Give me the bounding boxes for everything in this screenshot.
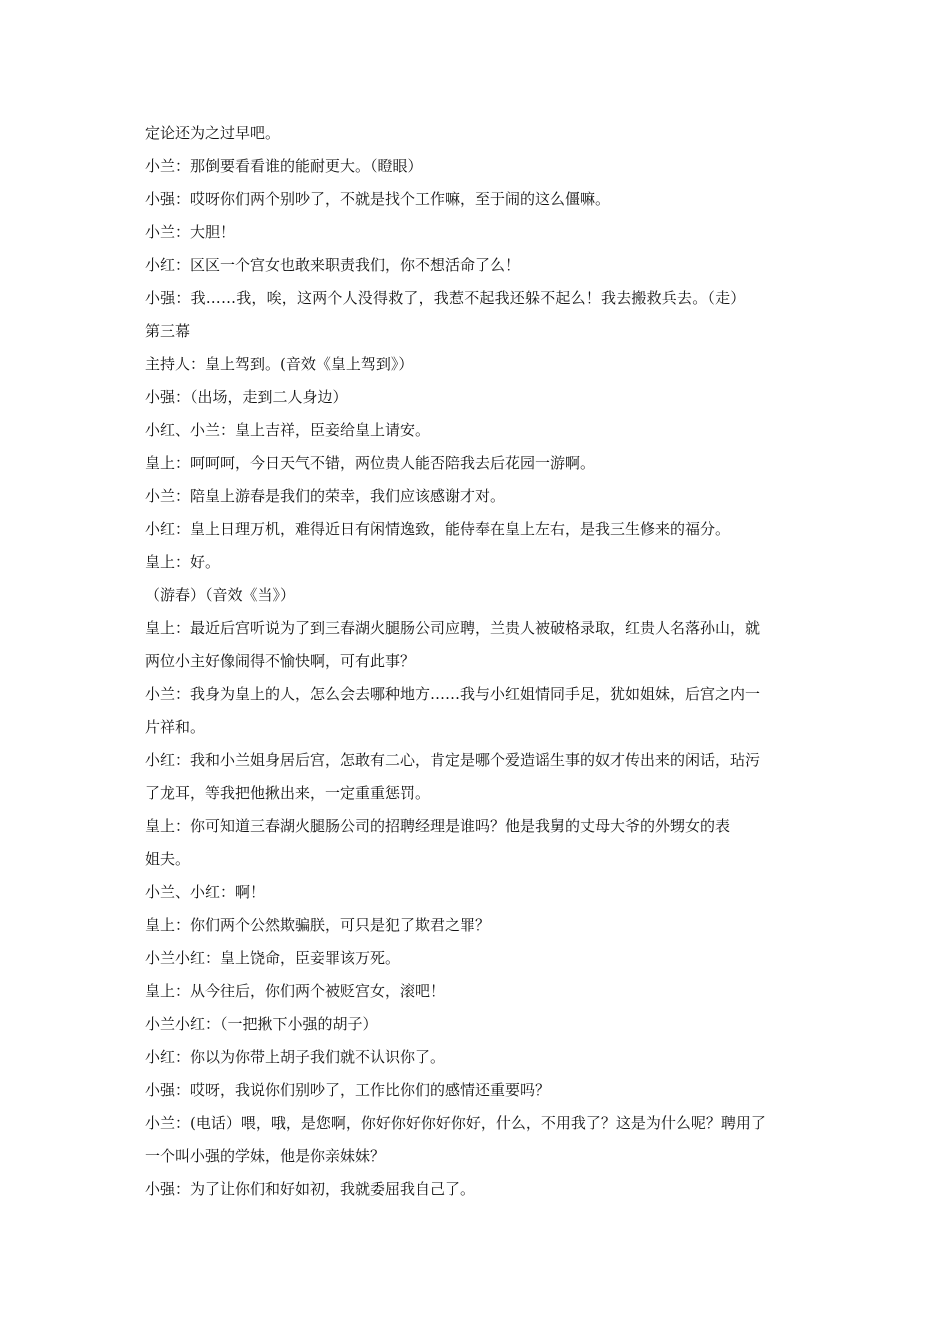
text-line: 小兰：(电话）喂，哦，是您啊，你好你好你好你好，什么，不用我了？这是为什么呢？聘用了: [145, 1114, 766, 1132]
text-line: 小红：我和小兰姐身居后宫，怎敢有二心，肯定是哪个爱造谣生事的奴才传出来的闲话，玷污: [145, 751, 761, 769]
text-line: 小强：为了让你们和好如初，我就委屈我自己了。: [145, 1180, 476, 1198]
text-line: 主持人：皇上驾到。(音效《皇上驾到》）: [145, 355, 414, 373]
script-text: [145, 117, 813, 1206]
text-line: 姐夫。: [145, 850, 191, 868]
text-line: 小兰：我身为皇上的人，怎么会去哪种地方……我与小红姐情同手足，犹如姐妹，后宫之内一: [145, 685, 761, 703]
text-line: 片祥和。: [145, 718, 206, 736]
text-line: 小红：皇上日理万机，难得近日有闲情逸致，能侍奉在皇上左右，是我三生修来的福分。: [145, 520, 731, 538]
text-line: 小兰小红：（一把揪下小强的胡子）: [145, 1015, 378, 1033]
text-line: 小红、小兰：皇上吉祥，臣妾给皇上请安。: [145, 421, 431, 439]
text-line: 小兰、小红：啊！: [145, 883, 266, 901]
text-line: 小红：你以为你带上胡子我们就不认识你了。: [145, 1048, 446, 1066]
text-line: 小兰：那倒要看看谁的能耐更大。（瞪眼）: [145, 157, 423, 175]
text-line: 定论还为之过早吧。: [145, 124, 281, 142]
act-heading: 第三幕: [145, 322, 191, 340]
text-line: 皇上：呵呵呵，今日天气不错，两位贵人能否陪我去后花园一游啊。: [145, 454, 596, 472]
text-line: 两位小主好像闹得不愉快啊，可有此事？: [145, 652, 416, 670]
text-line: 皇上：你可知道三春湖火腿肠公司的招聘经理是谁吗？他是我舅的丈母大爷的外甥女的表: [145, 817, 731, 835]
text-line: 小兰：陪皇上游春是我们的荣幸，我们应该感谢才对。: [145, 487, 506, 505]
text-line: 一个叫小强的学妹，他是你亲妹妹？: [145, 1147, 386, 1165]
text-line: 小强：我……我，唉，这两个人没得救了，我惹不起我还躲不起么！我去搬救兵去。（走）: [145, 289, 746, 307]
text-line: 皇上：最近后宫听说为了到三春湖火腿肠公司应聘，兰贵人被破格录取，红贵人名落孙山，就: [145, 619, 761, 637]
text-line: 小强：哎呀你们两个别吵了，不就是找个工作嘛，至于闹的这么僵嘛。: [145, 190, 611, 208]
text-line: 了龙耳，等我把他揪出来，一定重重惩罚。: [145, 784, 431, 802]
text-line: 小红：区区一个宫女也敢来职责我们，你不想活命了么！: [145, 256, 521, 274]
text-line: 皇上：好。: [145, 553, 221, 571]
text-line: 小强：哎呀，我说你们别吵了，工作比你们的感情还重要吗？: [145, 1081, 551, 1099]
text-line: 小兰小红：皇上饶命，臣妾罪该万死。: [145, 949, 401, 967]
text-line: 小强：（出场，走到二人身边）: [145, 388, 348, 406]
text-line: 皇上：你们两个公然欺骗朕，可只是犯了欺君之罪？: [145, 916, 491, 934]
text-line: 小兰：大胆！: [145, 223, 236, 241]
text-line: 皇上：从今往后，你们两个被贬宫女，滚吧！: [145, 982, 446, 1000]
stage-direction: （游春）（音效《当》）: [145, 586, 296, 604]
